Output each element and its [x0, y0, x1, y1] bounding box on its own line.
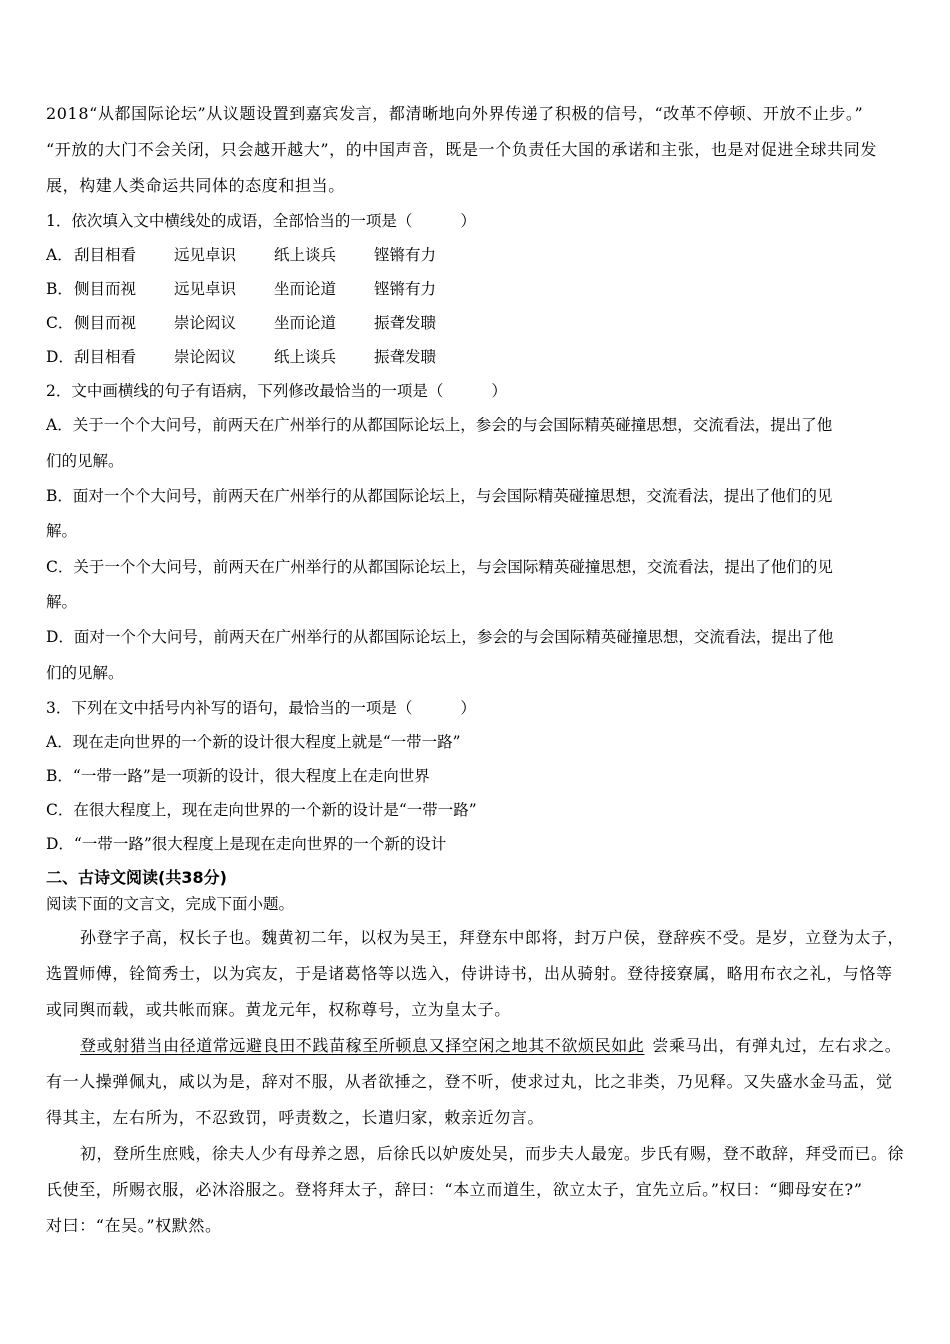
q2-option-b-line-2: 解。	[46, 522, 78, 540]
passage-line-1: 2018“从都国际论坛”从议题设置到嘉宾发言，都清晰地向外界传递了积极的信号，“改革不停顿、开放不止步。”	[46, 104, 864, 123]
option-word: 坐而论道	[274, 314, 337, 332]
option-word: 铿锵有力	[374, 246, 437, 264]
q2-option-b-line-1: B．面对一个个大问号，前两天在广州举行的从都国际论坛上，与会国际精英碰撞思想，交流看法，提出了他们的见	[46, 487, 833, 505]
q3-stem-text: 3．下列在文中括号内补写的语句，最恰当的一项是（	[46, 699, 413, 717]
option-word: 崇论闳议	[174, 348, 237, 366]
passage-line-3: 展，构建人类命运共同体的态度和担当。	[46, 176, 345, 195]
option-word: 纸上谈兵	[274, 348, 337, 366]
classical-p3-line-2: 氏使至，所赐衣服，必沐浴服之。登将拜太子，辞曰：“本立而道生，欲立太子，宜先立后。”权曰：“卿母安在?”	[46, 1180, 863, 1199]
classical-p1-line-1: 孙登字子高，权长子也。魏黄初二年，以权为吴王，拜登东中郎将，封万户侯，登辞疾不受。是岁，立登为太子，	[80, 928, 905, 947]
section-2-title: 二、古诗文阅读(共38分)	[46, 868, 227, 887]
question-3-stem	[46, 698, 476, 718]
option-word: 刮目相看	[74, 348, 137, 366]
passage-line-2: “开放的大门不会关闭，只会越开越大”，的中国声音，既是一个负责任大国的承诺和主张，也是对促进全球共同发	[46, 140, 877, 159]
option-word: 崇论闳议	[174, 314, 237, 332]
underlined-sentence: 登或射猎当由径道常远避良田不践苗稼至所顿息又择空闲之地其不欲烦民如此	[80, 1036, 645, 1055]
q2-option-d-line-2: 们的见解。	[46, 664, 124, 682]
option-word: 坐而论道	[274, 280, 337, 298]
q2-option-c-line-2: 解。	[46, 593, 78, 611]
q1-option-d	[46, 347, 436, 367]
q1-stem-text: 1．依次填入文中横线处的成语，全部恰当的一项是（	[46, 212, 413, 230]
section-2-intro: 阅读下面的文言文，完成下面小题。	[46, 895, 295, 913]
q1-option-b	[46, 279, 436, 299]
option-label: B．	[46, 280, 73, 298]
option-word: 侧目而视	[74, 314, 137, 332]
option-word: 振聋发聩	[374, 314, 437, 332]
question-1-stem	[46, 211, 476, 231]
q2-close-paren: ）	[491, 382, 507, 400]
q2-option-c-line-1: C．关于一个个大问号，前两天在广州举行的从都国际论坛上，与会国际精英碰撞思想，交流看法，提出了他们的见	[46, 558, 833, 576]
q3-option-d: D．“一带一路”很大程度上是现在走向世界的一个新的设计	[46, 835, 447, 853]
q3-option-c: C．在很大程度上，现在走向世界的一个新的设计是“一带一路”	[46, 801, 477, 819]
q2-option-a-line-1: A．关于一个个大问号，前两天在广州举行的从都国际论坛上，参会的与会国际精英碰撞思想，交流看法，提出了他	[46, 416, 833, 434]
classical-p2-line-1-rest: 尝乘马出，有弹丸过，左右求之。	[652, 1036, 902, 1055]
q2-option-d-line-1: D．面对一个个大问号，前两天在广州举行的从都国际论坛上，参会的与会国际精英碰撞思想，交流看法，提出了他	[46, 628, 834, 646]
option-label: C．	[46, 314, 74, 332]
classical-p2-line-3: 得其主，左右所为，不忍致罚，呼责数之，长遣归家，敕亲近勿言。	[46, 1108, 545, 1127]
classical-p2-line-1	[80, 1036, 901, 1056]
q2-stem-text: 2．文中画横线的句子有语病，下列修改最恰当的一项是（	[46, 382, 444, 400]
q3-option-b: B．“一带一路”是一项新的设计，很大程度上在走向世界	[46, 767, 430, 785]
option-word: 振聋发聩	[374, 348, 437, 366]
option-label: D．	[46, 348, 74, 366]
option-label: A．	[46, 246, 73, 264]
q3-option-a: A．现在走向世界的一个新的设计很大程度上就是“一带一路”	[46, 733, 461, 751]
question-2-stem	[46, 381, 507, 401]
q1-option-a	[46, 245, 436, 265]
classical-p1-line-2: 选置师傅，铨简秀士，以为宾友，于是诸葛恪等以选入，侍讲诗书，出从骑射。登待接寮属，略用布衣之礼，与恪等	[46, 964, 893, 983]
option-word: 侧目而视	[74, 280, 137, 298]
option-word: 纸上谈兵	[274, 246, 337, 264]
option-word: 铿锵有力	[374, 280, 437, 298]
classical-p3-line-1: 初，登所生庶贱，徐夫人少有母养之恩，后徐氏以妒废处吴，而步夫人最宠。步氏有赐，登不敢辞，拜受而已。徐	[80, 1144, 905, 1163]
option-word: 远见卓识	[174, 280, 237, 298]
classical-p3-line-3: 对曰：“在吴。”权默然。	[46, 1216, 222, 1235]
option-word: 远见卓识	[174, 246, 237, 264]
q3-close-paren: ）	[460, 699, 476, 717]
classical-p2-line-2: 有一人操弹佩丸，咸以为是，辞对不服，从者欲捶之，登不听，使求过丸，比之非类，乃见释。又失盛水金马盂，觉	[46, 1072, 893, 1091]
q1-close-paren: ）	[460, 212, 476, 230]
option-word: 刮目相看	[74, 246, 137, 264]
classical-p1-line-3: 或同舆而载，或共帐而寐。黄龙元年，权称尊号，立为皇太子。	[46, 1000, 511, 1019]
q2-option-a-line-2: 们的见解。	[46, 452, 124, 470]
q1-option-c	[46, 313, 436, 333]
